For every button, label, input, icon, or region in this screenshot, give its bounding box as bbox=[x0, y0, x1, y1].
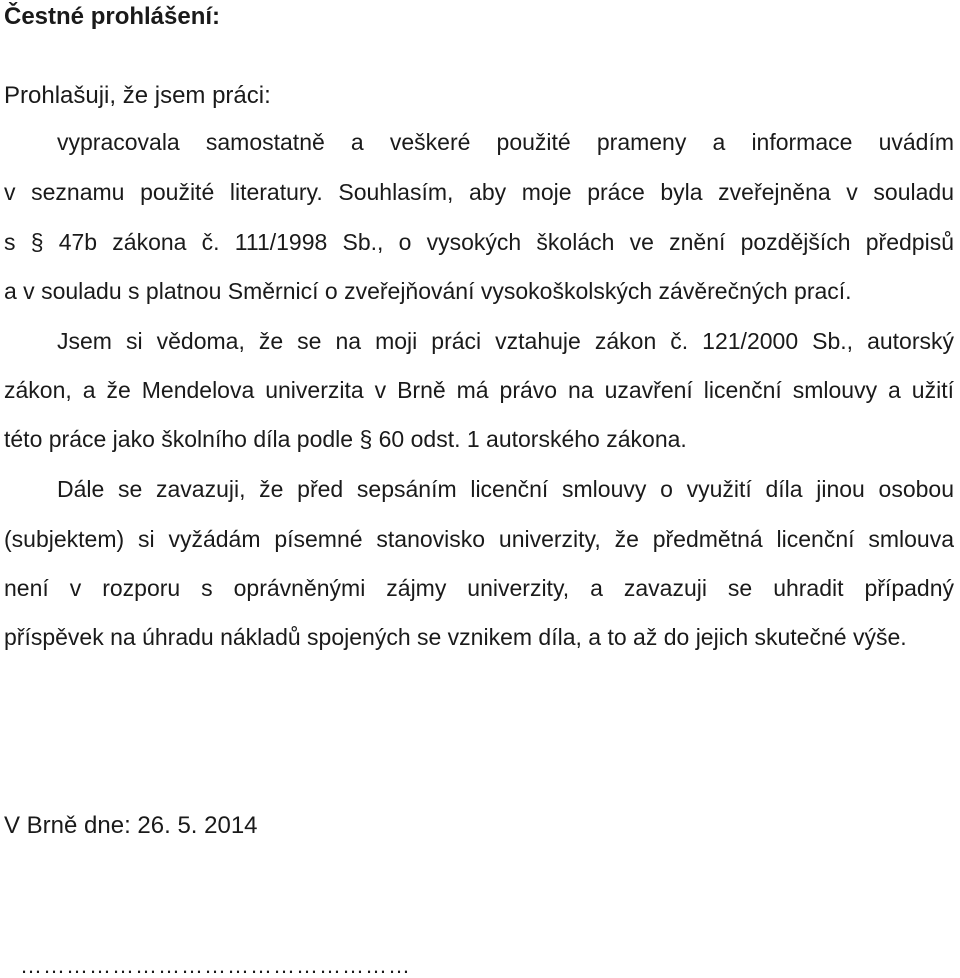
paragraph-line-9: (subjektem) si vyžádám písemné stanovisko univerzity, že předmětná licenční smlouva bbox=[4, 526, 954, 552]
paragraph-line-3: s § 47b zákona č. 111/1998 Sb., o vysokých školách ve znění pozdějších předpisů bbox=[4, 229, 954, 255]
paragraph-line-4: a v souladu s platnou Směrnicí o zveřejňování vysokoškolských závěrečných prací. bbox=[4, 278, 852, 304]
place-and-date: V Brně dne: 26. 5. 2014 bbox=[4, 812, 258, 839]
paragraph-line-10: není v rozporu s oprávněnými zájmy univerzity, a zavazuji se uhradit případný bbox=[4, 575, 954, 601]
paragraph-line-8: Dále se zavazuji, že před sepsáním licenční smlouvy o využití díla jinou osobou bbox=[57, 476, 954, 502]
paragraph-line-1: vypracovala samostatně a veškeré použité prameny a informace uvádím bbox=[57, 129, 954, 155]
paragraph-line-7: této práce jako školního díla podle § 60 odst. 1 autorského zákona. bbox=[4, 426, 687, 452]
paragraph-line-11: příspěvek na úhradu nákladů spojených se vznikem díla, a to až do jejich skutečné výše. bbox=[4, 624, 907, 650]
signature-line: …………………………………………… bbox=[20, 953, 411, 978]
paragraph-line-2: v seznamu použité literatury. Souhlasím, aby moje práce byla zveřejněna v souladu bbox=[4, 179, 954, 205]
document-heading: Čestné prohlášení: bbox=[4, 3, 221, 30]
intro-sentence: Prohlašuji, že jsem práci: bbox=[4, 82, 271, 109]
paragraph-line-5: Jsem si vědoma, že se na moji práci vztahuje zákon č. 121/2000 Sb., autorský bbox=[57, 328, 954, 354]
paragraph-line-6: zákon, a že Mendelova univerzita v Brně má právo na uzavření licenční smlouvy a užití bbox=[4, 377, 954, 403]
